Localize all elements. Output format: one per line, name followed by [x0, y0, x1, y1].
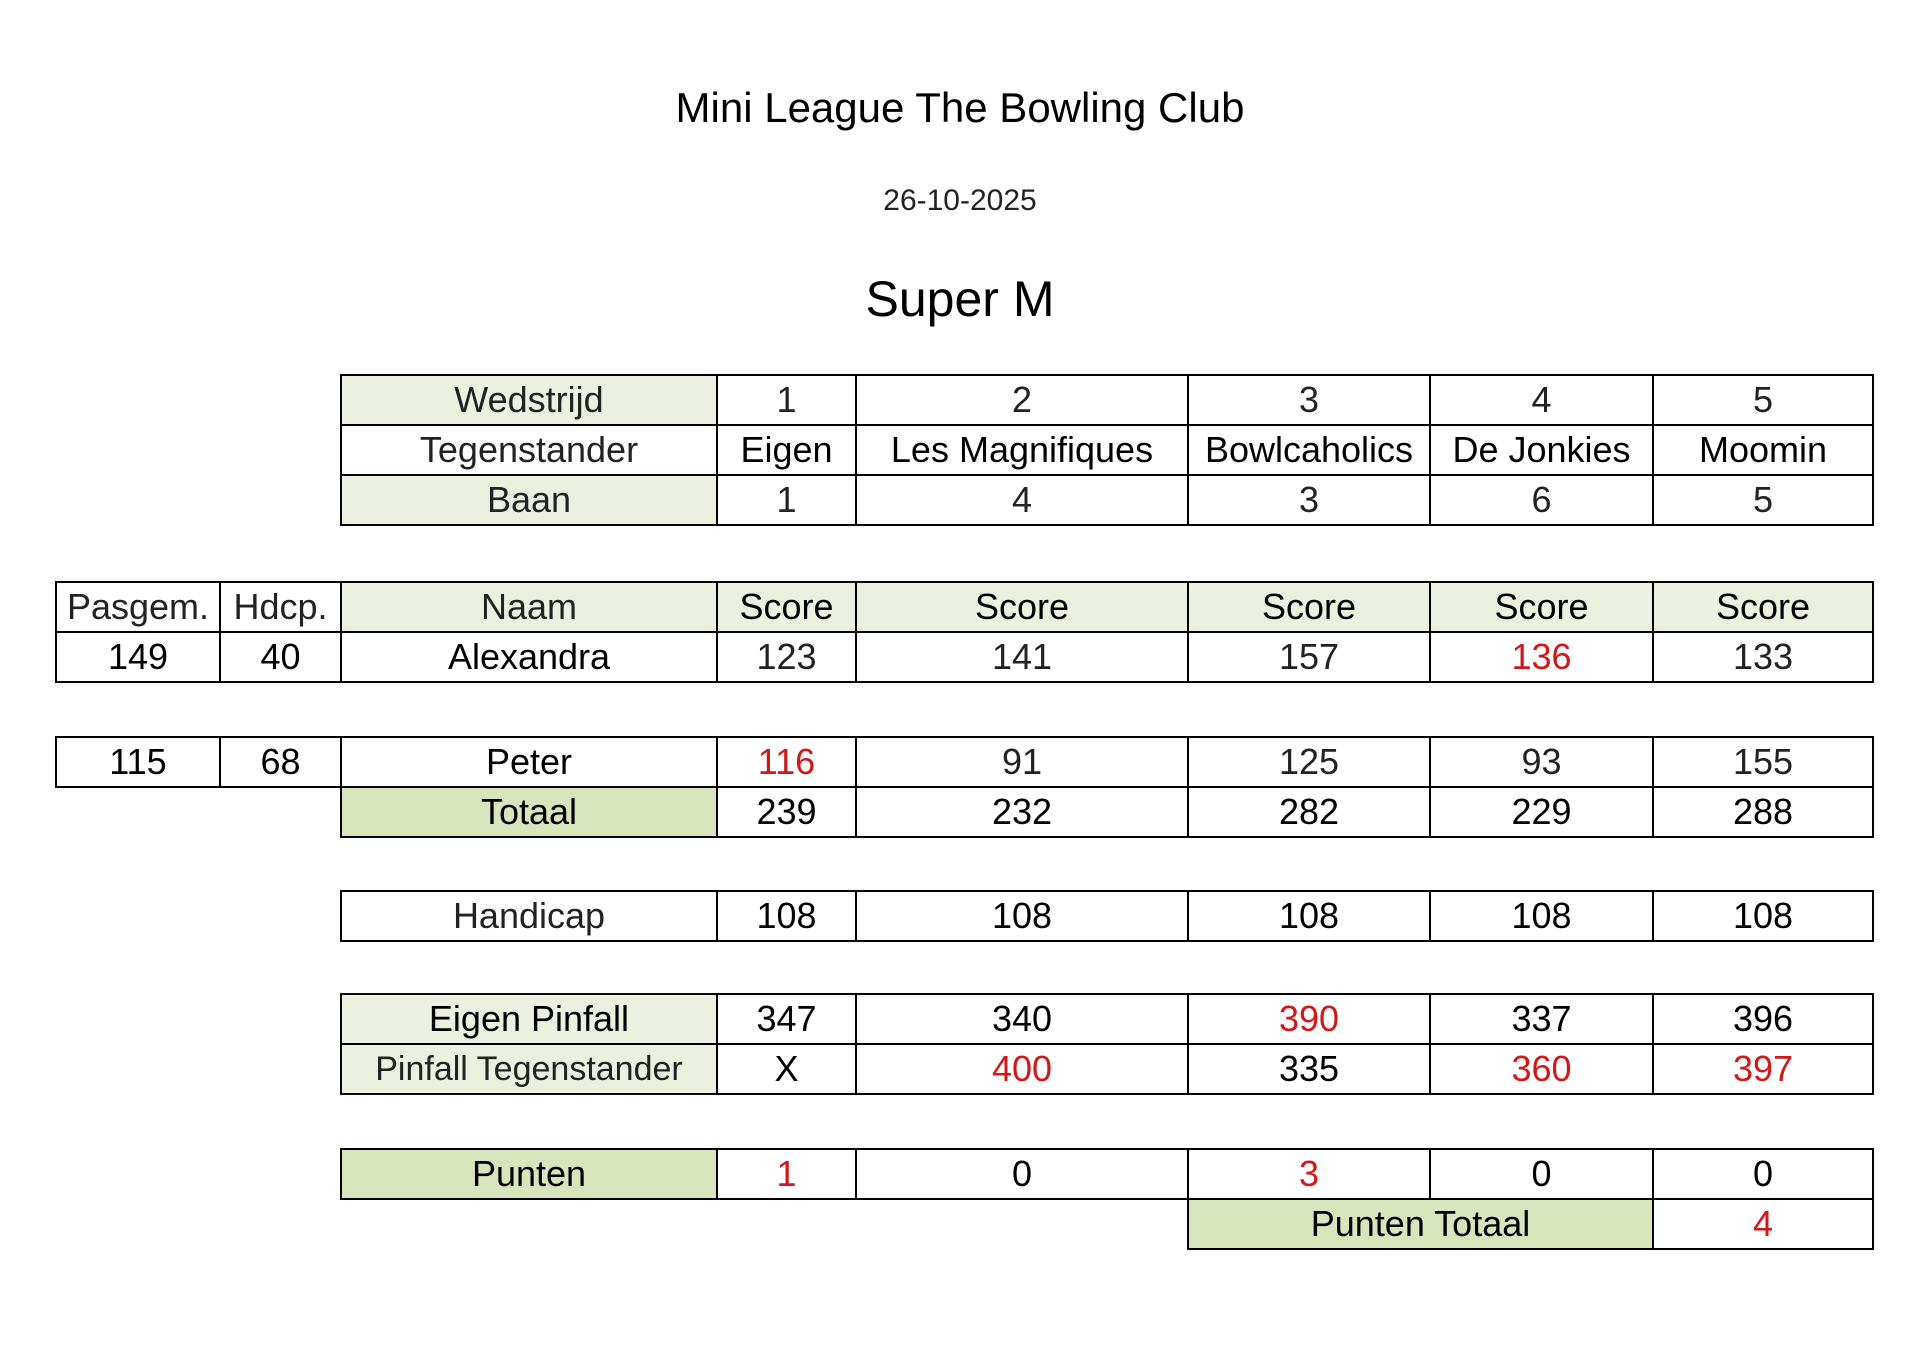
tegen-pinfall-value: 400 [856, 1044, 1188, 1094]
eigen-pinfall-value: 390 [1188, 994, 1430, 1044]
player-row [56, 632, 1873, 682]
eigen-pinfall-value: 337 [1430, 994, 1653, 1044]
punten-label: Punten [341, 1149, 717, 1199]
total-score: 288 [1653, 787, 1873, 837]
player-score: 116 [717, 737, 856, 787]
pinfall-table [340, 993, 1874, 1095]
tegenstander-label: Tegenstander [341, 425, 717, 475]
eigen-pinfall-label: Eigen Pinfall [341, 994, 717, 1044]
handicap-value: 108 [1188, 891, 1430, 941]
player-score: 93 [1430, 737, 1653, 787]
score-header: Score [1653, 582, 1873, 632]
eigen-pinfall-value: 347 [717, 994, 856, 1044]
opponent-name: Bowlcaholics [1188, 425, 1430, 475]
baan-row [341, 475, 1873, 525]
lane-number: 4 [856, 475, 1188, 525]
tegen-pinfall-row [341, 1044, 1873, 1094]
page-title: Mini League The Bowling Club [675, 84, 1245, 131]
player-score: 123 [717, 632, 856, 682]
player-hdcp: 40 [220, 632, 341, 682]
match-number: 5 [1653, 375, 1873, 425]
lane-number: 6 [1430, 475, 1653, 525]
lane-number: 5 [1653, 475, 1873, 525]
empty-cell [341, 1199, 717, 1249]
opponent-name: Moomin [1653, 425, 1873, 475]
tegenstander-row [341, 425, 1873, 475]
punten-value: 0 [1653, 1149, 1873, 1199]
handicap-label: Handicap [341, 891, 717, 941]
tegen-pinfall-label: Pinfall Tegenstander [341, 1044, 717, 1094]
player-score: 125 [1188, 737, 1430, 787]
punten-value: 0 [856, 1149, 1188, 1199]
empty-cell [717, 1199, 856, 1249]
punten-row [341, 1149, 1873, 1199]
wedstrijd-label: Wedstrijd [341, 375, 717, 425]
handicap-table [340, 890, 1874, 942]
lane-number: 1 [717, 475, 856, 525]
punten-totaal-row [341, 1199, 1873, 1249]
total-score: 282 [1188, 787, 1430, 837]
total-score: 232 [856, 787, 1188, 837]
punten-value: 3 [1188, 1149, 1430, 1199]
handicap-value: 108 [1653, 891, 1873, 941]
pasgem-header: Pasgem. [56, 582, 220, 632]
match-date: 26-10-2025 [883, 184, 1037, 217]
opponent-name: De Jonkies [1430, 425, 1653, 475]
tegen-pinfall-value: X [717, 1044, 856, 1094]
tegen-pinfall-value: 397 [1653, 1044, 1873, 1094]
baan-label: Baan [341, 475, 717, 525]
wedstrijd-row [341, 375, 1873, 425]
empty-cell [856, 1199, 1188, 1249]
match-info-table [340, 374, 1874, 526]
total-score: 229 [1430, 787, 1653, 837]
player-row [56, 737, 1873, 787]
match-number: 2 [856, 375, 1188, 425]
empty-cell [56, 787, 220, 837]
player-score: 157 [1188, 632, 1430, 682]
match-number: 1 [717, 375, 856, 425]
player-score: 155 [1653, 737, 1873, 787]
score-player2-table [55, 736, 1874, 838]
punten-value: 0 [1430, 1149, 1653, 1199]
punten-table [340, 1148, 1874, 1250]
empty-cell [220, 787, 341, 837]
totaal-row [56, 787, 1873, 837]
punten-totaal-value: 4 [1653, 1199, 1873, 1249]
score-header-table [55, 581, 1874, 683]
opponent-name: Eigen [717, 425, 856, 475]
player-score: 133 [1653, 632, 1873, 682]
player-score: 141 [856, 632, 1188, 682]
match-number: 4 [1430, 375, 1653, 425]
handicap-value: 108 [856, 891, 1188, 941]
opponent-name: Les Magnifiques [856, 425, 1188, 475]
score-header: Score [856, 582, 1188, 632]
player-name: Peter [341, 737, 717, 787]
tegen-pinfall-value: 360 [1430, 1044, 1653, 1094]
score-header: Score [1430, 582, 1653, 632]
eigen-pinfall-row [341, 994, 1873, 1044]
punten-totaal-label: Punten Totaal [1188, 1199, 1653, 1249]
tegen-pinfall-value: 335 [1188, 1044, 1430, 1094]
handicap-value: 108 [717, 891, 856, 941]
player-pasgem: 115 [56, 737, 220, 787]
score-header-row [56, 582, 1873, 632]
eigen-pinfall-value: 340 [856, 994, 1188, 1044]
hdcp-header: Hdcp. [220, 582, 341, 632]
player-hdcp: 68 [220, 737, 341, 787]
player-pasgem: 149 [56, 632, 220, 682]
score-header: Score [1188, 582, 1430, 632]
score-header: Score [717, 582, 856, 632]
eigen-pinfall-value: 396 [1653, 994, 1873, 1044]
player-score: 91 [856, 737, 1188, 787]
totaal-label: Totaal [341, 787, 717, 837]
handicap-value: 108 [1430, 891, 1653, 941]
player-name: Alexandra [341, 632, 717, 682]
lane-number: 3 [1188, 475, 1430, 525]
total-score: 239 [717, 787, 856, 837]
team-name: Super M [865, 271, 1055, 327]
naam-header: Naam [341, 582, 717, 632]
player-score: 136 [1430, 632, 1653, 682]
match-number: 3 [1188, 375, 1430, 425]
punten-value: 1 [717, 1149, 856, 1199]
handicap-row [341, 891, 1873, 941]
